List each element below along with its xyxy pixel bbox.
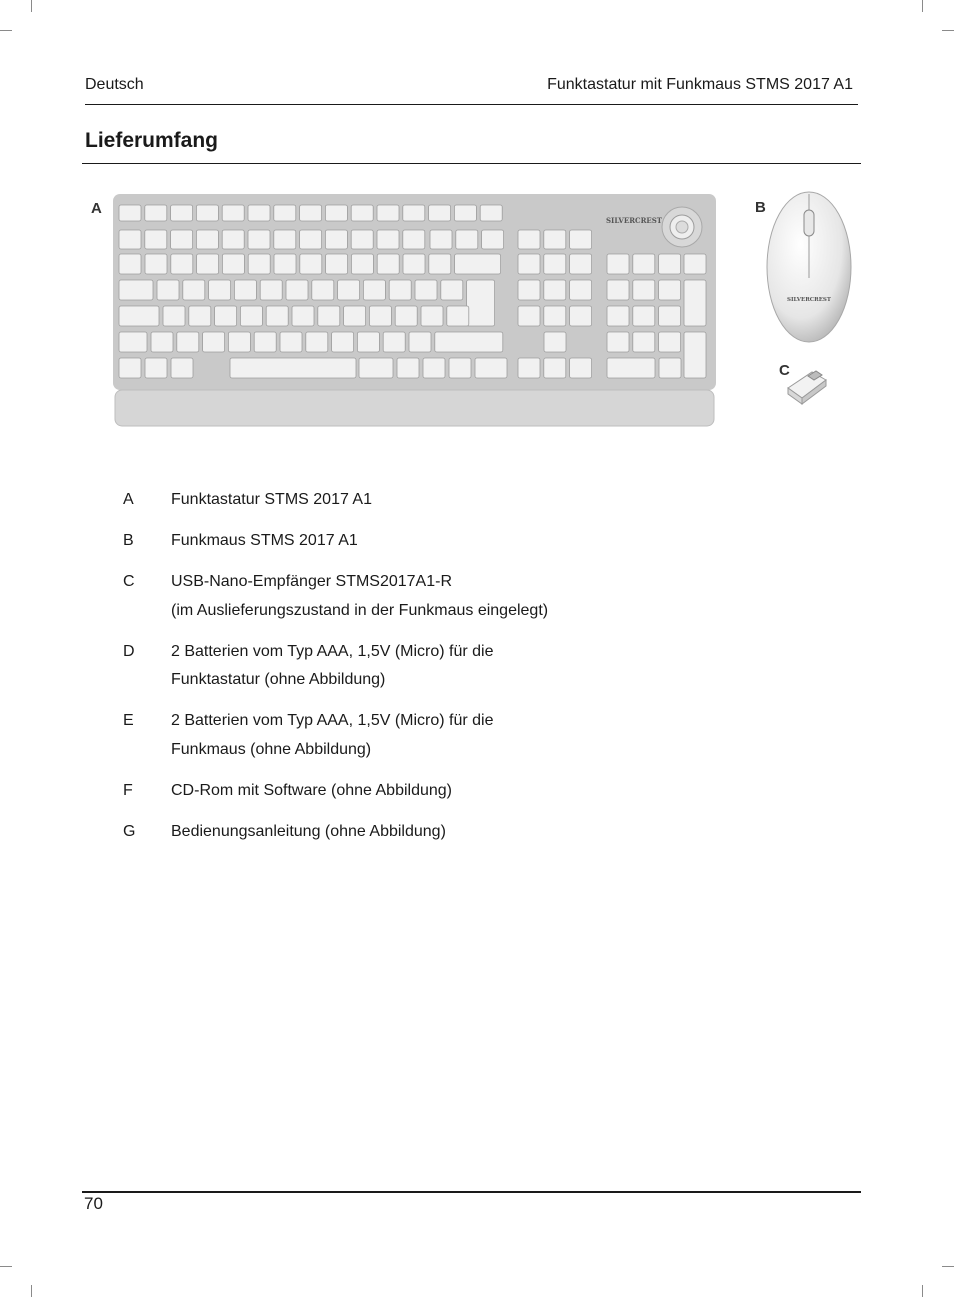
- keyboard-key: [570, 306, 592, 326]
- keyboard-key: [449, 358, 471, 378]
- keyboard-key: [280, 332, 302, 352]
- keyboard-key: [254, 332, 276, 352]
- keyboard-key: [454, 205, 476, 221]
- keyboard-key: [119, 254, 141, 274]
- item-line: 2 Batterien vom Typ AAA, 1,5V (Micro) für die: [171, 642, 494, 660]
- keyboard-key: [518, 230, 540, 249]
- keyboard-key: [151, 332, 173, 352]
- crop-mark: [922, 1285, 923, 1297]
- item-description: [171, 707, 763, 764]
- page-number: 70: [84, 1194, 103, 1213]
- keyboard-key: [351, 205, 373, 221]
- crop-mark: [0, 1266, 12, 1267]
- keyboard-key: [441, 280, 463, 300]
- keyboard-key: [518, 358, 540, 378]
- keyboard-key: [332, 332, 354, 352]
- keyboard-key: [403, 205, 425, 221]
- keyboard-key: [300, 254, 322, 274]
- keyboard-key: [570, 254, 592, 274]
- keyboard-key: [570, 230, 592, 249]
- header-rule: [85, 104, 858, 105]
- keyboard-key: [456, 230, 478, 249]
- keyboard-key: [659, 280, 681, 300]
- keyboard-key: [659, 254, 681, 274]
- keyboard-key: [171, 254, 193, 274]
- item-letter: G: [123, 822, 136, 840]
- keyboard-key: [607, 254, 629, 274]
- keyboard-key: [318, 306, 340, 326]
- keyboard-key: [544, 332, 566, 352]
- keyboard-key: [189, 306, 211, 326]
- keyboard-key: [196, 230, 218, 249]
- list-item: [123, 638, 763, 695]
- keyboard-key: [570, 280, 592, 300]
- keyboard-key: [684, 280, 706, 326]
- header-product-title: Funktastatur mit Funkmaus STMS 2017 A1: [547, 76, 853, 93]
- keyboard-key: [429, 205, 451, 221]
- keyboard-key: [351, 230, 373, 249]
- item-line: Bedienungsanleitung (ohne Abbildung): [171, 822, 446, 840]
- keyboard-key: [684, 254, 706, 274]
- item-description: [171, 568, 763, 625]
- keyboard-key: [119, 205, 141, 221]
- item-line: Funktastatur STMS 2017 A1: [171, 491, 372, 508]
- list-item: [123, 486, 763, 515]
- keyboard-key: [607, 332, 629, 352]
- list-item: [123, 568, 763, 625]
- item-line: Funktastatur (ohne Abbildung): [171, 671, 386, 688]
- keyboard-key: [222, 230, 244, 249]
- keyboard-key: [415, 280, 437, 300]
- crop-mark: [922, 0, 923, 12]
- item-line: CD-Rom mit Software (ohne Abbildung): [171, 781, 453, 799]
- keyboard-key: [403, 230, 425, 249]
- item-description: [171, 638, 763, 695]
- keyboard-key: [157, 280, 179, 300]
- keyboard-key: [338, 280, 360, 300]
- crop-mark: [942, 1266, 954, 1267]
- keyboard-key: [248, 230, 270, 249]
- figure-label-c: C: [779, 362, 790, 379]
- keyboard-key: [325, 205, 347, 221]
- keyboard-key: [171, 205, 193, 221]
- item-letter: E: [123, 712, 134, 729]
- keyboard-key: [248, 205, 270, 221]
- keyboard-key: [215, 306, 237, 326]
- list-item: [123, 527, 763, 556]
- keyboard-key: [423, 358, 445, 378]
- keyboard-key: [659, 306, 681, 326]
- keyboard-key: [633, 280, 655, 300]
- keyboard-key: [163, 306, 185, 326]
- keyboard-key: [544, 254, 566, 274]
- keyboard-key: [230, 358, 356, 378]
- keyboard-key: [119, 332, 147, 352]
- header-language: Deutsch: [85, 76, 144, 93]
- keyboard-key: [544, 280, 566, 300]
- item-description: [171, 777, 763, 806]
- contents-list: [123, 486, 763, 859]
- keyboard-key: [429, 254, 451, 274]
- mouse-brand-logo: SILVERCREST: [787, 297, 831, 303]
- keyboard-key: [171, 358, 193, 378]
- keyboard-key: [369, 306, 391, 326]
- crop-mark: [0, 30, 12, 31]
- keyboard-key: [300, 230, 322, 249]
- keyboard-key: [183, 280, 205, 300]
- usb-receiver-image: [786, 366, 830, 408]
- keyboard-key: [145, 205, 167, 221]
- item-line: USB-Nano-Empfänger STMS2017A1-R: [171, 573, 453, 590]
- keyboard-key: [363, 280, 385, 300]
- keyboard-key: [377, 205, 399, 221]
- keyboard-key: [435, 332, 503, 352]
- figure-label-a: A: [91, 200, 102, 217]
- keyboard-key: [659, 332, 681, 352]
- keyboard-key: [260, 280, 282, 300]
- keyboard-key: [119, 358, 141, 378]
- keyboard-key: [544, 306, 566, 326]
- keyboard-key: [196, 205, 218, 221]
- keyboard-key: [248, 254, 270, 274]
- keyboard-key: [228, 332, 250, 352]
- keyboard-key: [300, 205, 322, 221]
- keyboard-key: [351, 254, 373, 274]
- keyboard-key: [286, 280, 308, 300]
- keyboard-key: [222, 254, 244, 274]
- keyboard-image: [113, 194, 716, 428]
- keyboard-key: [633, 254, 655, 274]
- keyboard-key: [633, 306, 655, 326]
- list-item: [123, 777, 763, 806]
- item-letter: D: [123, 642, 135, 660]
- section-rule: [82, 163, 861, 164]
- keyboard-key: [274, 230, 296, 249]
- list-item: [123, 818, 763, 847]
- footer-rule: [82, 1191, 861, 1193]
- keyboard-key: [659, 358, 681, 378]
- keyboard-key: [203, 332, 225, 352]
- keyboard-key: [475, 358, 507, 378]
- keyboard-key: [544, 230, 566, 249]
- keyboard-key: [222, 205, 244, 221]
- item-letter: C: [123, 573, 135, 590]
- keyboard-key: [292, 306, 314, 326]
- keyboard-key: [377, 254, 399, 274]
- keyboard-key: [145, 254, 167, 274]
- keyboard-key: [240, 306, 262, 326]
- keyboard-key: [234, 280, 256, 300]
- keyboard-key: [325, 230, 347, 249]
- keyboard-key: [274, 205, 296, 221]
- keyboard-key: [518, 280, 540, 300]
- keyboard-key: [482, 230, 504, 249]
- item-line: Funkmaus (ohne Abbildung): [171, 740, 372, 758]
- keyboard-key: [344, 306, 366, 326]
- keyboard-key: [430, 230, 452, 249]
- keyboard-key: [403, 254, 425, 274]
- keyboard-key: [607, 306, 629, 326]
- item-description: [171, 527, 763, 556]
- mouse-illustration: [765, 190, 853, 344]
- keyboard-key: [177, 332, 199, 352]
- keyboard-key: [119, 306, 159, 326]
- keyboard-scroll-wheel: [662, 207, 702, 247]
- keyboard-key: [312, 280, 334, 300]
- item-line: (im Auslieferungszustand in der Funkmaus eingelegt): [171, 601, 549, 619]
- keyboard-illustration: [113, 194, 716, 428]
- keyboard-key: [633, 332, 655, 352]
- keyboard-key: [409, 332, 431, 352]
- keyboard-key: [197, 254, 219, 274]
- keyboard-key: [383, 332, 405, 352]
- keyboard-key: [119, 230, 141, 249]
- keyboard-key: [395, 306, 417, 326]
- keyboard-key: [480, 205, 502, 221]
- keyboard-key: [266, 306, 288, 326]
- keyboard-key: [544, 358, 566, 378]
- crop-mark: [31, 1285, 32, 1297]
- keyboard-key: [171, 230, 193, 249]
- item-description: [171, 486, 763, 515]
- item-letter: F: [123, 781, 133, 799]
- keyboard-key: [518, 306, 540, 326]
- section-title: Lieferumfang: [85, 129, 219, 152]
- crop-mark: [942, 30, 954, 31]
- keyboard-key: [359, 358, 393, 378]
- mouse-image: [765, 190, 853, 344]
- item-line: Funkmaus STMS 2017 A1: [171, 532, 358, 549]
- keyboard-key: [119, 280, 153, 300]
- keyboard-key: [684, 332, 706, 378]
- keyboard-key: [570, 358, 592, 378]
- keyboard-key: [326, 254, 348, 274]
- keyboard-key: [145, 358, 167, 378]
- crop-mark: [31, 0, 32, 12]
- item-letter: B: [123, 532, 134, 549]
- keyboard-brand-logo: SILVERCREST: [606, 216, 662, 225]
- keyboard-key: [145, 230, 167, 249]
- item-description: [171, 818, 763, 847]
- keyboard-key: [467, 280, 495, 326]
- usb-receiver-illustration: [786, 366, 830, 408]
- keyboard-key: [306, 332, 328, 352]
- figure-label-b: B: [755, 199, 766, 216]
- keyboard-key: [421, 306, 443, 326]
- keyboard-key: [518, 254, 540, 274]
- keyboard-key: [455, 254, 501, 274]
- keyboard-key: [377, 230, 399, 249]
- item-line: 2 Batterien vom Typ AAA, 1,5V (Micro) für die: [171, 712, 494, 729]
- keyboard-key: [447, 306, 469, 326]
- item-letter: A: [123, 491, 134, 508]
- keyboard-key: [209, 280, 231, 300]
- list-item: [123, 707, 763, 764]
- keyboard-key: [397, 358, 419, 378]
- keyboard-key: [389, 280, 411, 300]
- keyboard-key: [607, 358, 655, 378]
- keyboard-key: [607, 280, 629, 300]
- keyboard-key: [357, 332, 379, 352]
- keyboard-key: [274, 254, 296, 274]
